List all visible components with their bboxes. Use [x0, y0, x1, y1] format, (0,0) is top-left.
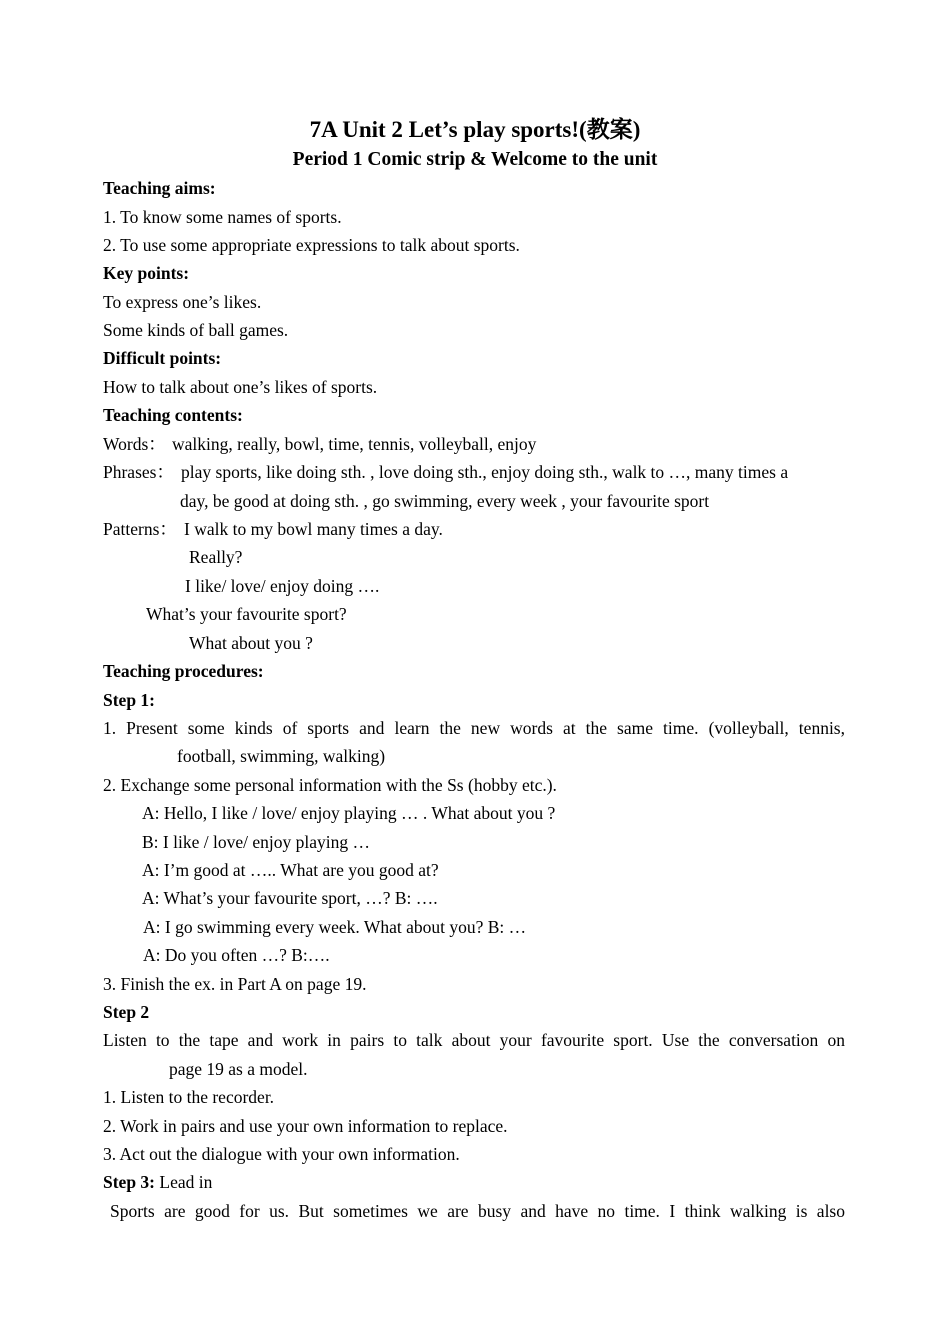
phrases-label: Phrases：	[103, 462, 174, 482]
teaching-aim-item: 1. To know some names of sports.	[103, 207, 342, 227]
pattern-item: What’s your favourite sport?	[146, 604, 347, 624]
pattern-item: What about you ?	[189, 633, 313, 653]
step-2-heading: Step 2	[103, 1002, 150, 1022]
teaching-procedures-heading: Teaching procedures:	[103, 661, 264, 681]
step-2-item: 3. Act out the dialogue with your own information.	[103, 1144, 460, 1164]
step-2-item: 1. Listen to the recorder.	[103, 1087, 275, 1107]
words-row	[103, 432, 845, 456]
step-1-item: 2. Exchange some personal information with the Ss (hobby etc.).	[103, 775, 557, 795]
dialogue-text: A: Do you often …? B:….	[143, 945, 330, 965]
dialogue-text: A: What’s your favourite sport, …? B: ….	[142, 888, 438, 908]
step-3-heading-row	[103, 1170, 845, 1194]
phrases-line: day, be good at doing sth. , go swimming, every week , your favourite sport	[180, 491, 710, 511]
words-list: walking, really, bowl, time, tennis, volleyball, enjoy	[172, 434, 537, 454]
teaching-contents-heading: Teaching contents:	[103, 405, 243, 425]
step-1-item: 3. Finish the ex. in Part A on page 19.	[103, 974, 367, 994]
key-points-heading: Key points:	[103, 263, 190, 283]
key-point-item: Some kinds of ball games.	[103, 320, 289, 340]
pattern-item: I walk to my bowl many times a day.	[184, 519, 443, 539]
page-subtitle: Period 1 Comic strip & Welcome to the unit	[292, 149, 658, 170]
step-1-item: 1. Present some kinds of sports and learn the new words at the same time. (volleyball, tennis,	[103, 718, 845, 738]
page-title: 7A Unit 2 Let’s play sports!(教案)	[309, 117, 641, 142]
phrases-line: play sports, like doing sth. , love doing sth., enjoy doing sth., walk to …, many times a	[181, 462, 789, 482]
step-3-text: Sports are good for us. But sometimes we are busy and have no time. I think walking is also	[110, 1201, 845, 1221]
difficult-points-heading: Difficult points:	[103, 348, 222, 368]
words-label: Words：	[103, 434, 166, 454]
dialogue-text: A: I go swimming every week. What about you? B: …	[143, 917, 527, 937]
step-1-item-text: football, swimming, walking)	[177, 746, 386, 766]
phrases-row	[103, 460, 845, 484]
step-1-heading: Step 1:	[103, 690, 156, 710]
dialogue-text: B: I like / love/ enjoy playing …	[142, 832, 370, 852]
dialogue-text: A: Hello, I like / love/ enjoy playing … . What about you ?	[142, 803, 556, 823]
key-point-item: To express one’s likes.	[103, 292, 262, 312]
step-3-heading: Step 3:	[103, 1172, 156, 1192]
difficult-point-item: How to talk about one’s likes of sports.	[103, 377, 378, 397]
pattern-item: Really?	[189, 547, 243, 567]
step-2-item: 2. Work in pairs and use your own information to replace.	[103, 1116, 508, 1136]
patterns-row	[103, 517, 845, 541]
dialogue-text: A: I’m good at ….. What are you good at?	[142, 860, 439, 880]
step-3-heading-rest: Lead in	[155, 1172, 213, 1192]
teaching-aim-item: 2. To use some appropriate expressions to talk about sports.	[103, 235, 520, 255]
step-2-intro: Listen to the tape and work in pairs to talk about your favourite sport. Use the conversation on	[103, 1030, 845, 1050]
step-2-intro-text: page 19 as a model.	[169, 1059, 308, 1079]
pattern-item: I like/ love/ enjoy doing ….	[185, 576, 380, 596]
teaching-aims-heading: Teaching aims:	[103, 178, 216, 198]
patterns-label: Patterns：	[103, 519, 177, 539]
